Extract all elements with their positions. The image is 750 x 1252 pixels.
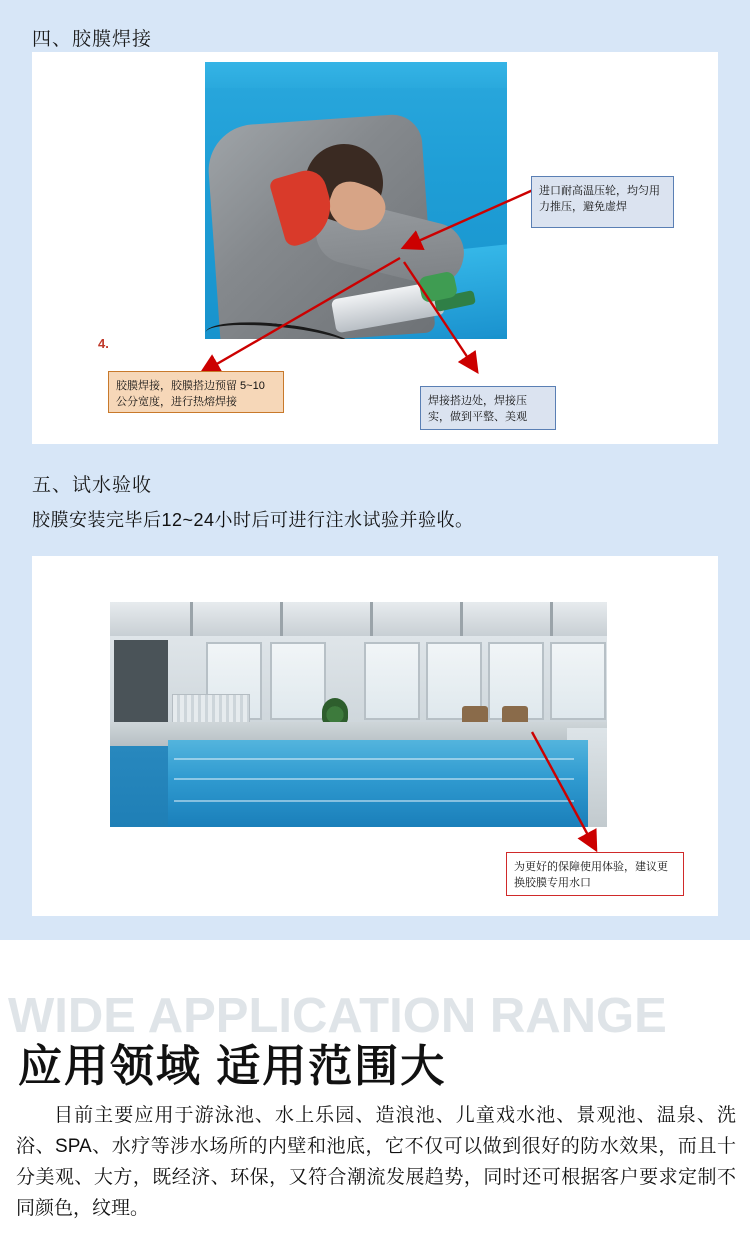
callout-roller: 进口耐高温压轮，均匀用力推压，避免虚焊 [531, 176, 674, 228]
ceiling-beam [280, 602, 283, 636]
membrane-welding-photo [205, 62, 507, 339]
water-line [174, 758, 574, 760]
callout-overlap: 胶膜焊接，胶膜搭边预留 5~10 公分宽度，进行热熔焊接 [108, 371, 284, 413]
pool-water [168, 740, 588, 827]
callout-seam: 焊接搭边处，焊接压实，做到平整、美观 [420, 386, 556, 430]
water-line [174, 800, 574, 802]
pool-window [364, 642, 420, 720]
section-five-heading: 五、试水验收 [32, 475, 153, 496]
liner-top-strip [205, 62, 507, 88]
pool-window [550, 642, 606, 720]
callout-inlet: 为更好的保障使用体验，建议更换胶膜专用水口 [506, 852, 684, 896]
banner-paragraph: 目前主要应用于游泳池、水上乐园、造浪池、儿童戏水池、景观池、温泉、洗浴、SPA、水疗等涉水场所的内壁和池底，它不仅可以做到很好的防水效果，而且十分美观、大方，既经济、环保，又符合潮流发展趋势，同时还可根据客户要求定制不同颜色，纹理。 [16, 1105, 736, 1219]
pool-ceiling [110, 602, 607, 636]
banner-ghost-text: WIDE APPLICATION RANGE [8, 989, 667, 1043]
banner-title: 应用领域 适用范围大 [18, 1042, 447, 1091]
ceiling-beam [550, 602, 553, 636]
ceiling-beam [190, 602, 193, 636]
step-number-label: 4. [98, 336, 109, 351]
pool-window [270, 642, 326, 720]
indoor-pool-photo [110, 602, 607, 827]
section-four-heading: 四、胶膜焊接 [32, 29, 153, 50]
water-line [174, 778, 574, 780]
section-five-body: 胶膜安装完毕后12~24小时后可进行注水试验并验收。 [32, 510, 474, 530]
ceiling-beam [370, 602, 373, 636]
ceiling-beam [460, 602, 463, 636]
